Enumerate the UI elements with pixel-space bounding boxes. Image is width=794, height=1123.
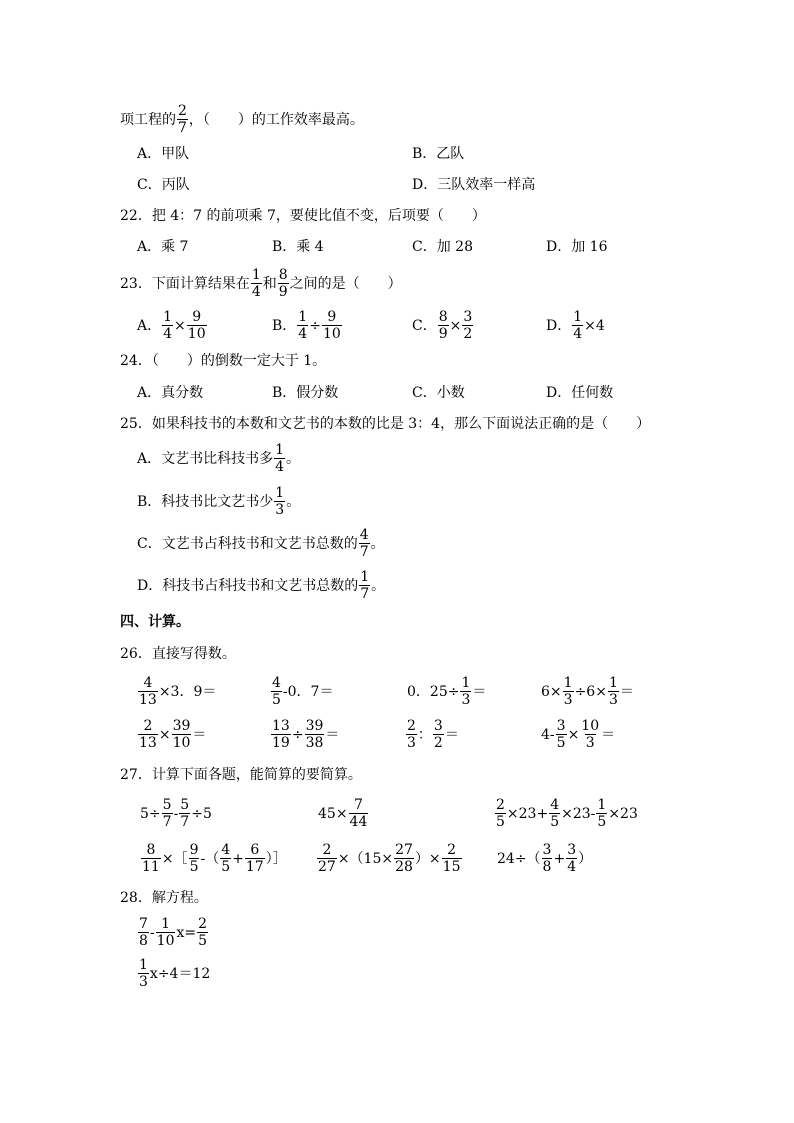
fraction: 4 7 [359, 527, 369, 560]
q26-expression: $\frac{4}{13}$ ×3．9＝ [139, 675, 217, 708]
fraction: $\frac{4}{13}$ [139, 675, 157, 708]
fraction: $\frac{1}{4}$ [163, 309, 173, 342]
q23-option-c[interactable]: C． $\frac{8}{9}$ × $\frac{3}{2}$ [412, 309, 473, 342]
q27-expression: 45× $\frac{7}{44}$ [318, 797, 368, 830]
fraction: $\frac{7}{44}$ [349, 797, 368, 830]
fraction: $\frac{2}{5}$ [496, 797, 505, 830]
fraction: 4 5 [221, 842, 231, 875]
q24-option-b[interactable]: B．假分数 [272, 385, 339, 401]
q23-option-d[interactable]: D． $\frac{1}{4}$ ×4 [546, 309, 605, 342]
q22-option-a[interactable]: A．乘 7 [137, 239, 189, 255]
fraction: $\frac{3}{2}$ [463, 309, 473, 342]
fraction: $\frac{2}{13}$ [139, 718, 157, 751]
q27-expression: $\frac{2}{5}$ ×23+ $\frac{4}{5}$ ×23- $\frac{1}{5}$ ×23 [496, 797, 638, 830]
fraction: $\frac{9}{10}$ [322, 309, 341, 342]
q25-option-b[interactable]: B．科技书比文艺书少 1 3 。 [137, 485, 301, 518]
fraction: 1 3 [275, 485, 285, 518]
q27-expression: 5÷ $\frac{5}{7}$ - $\frac{5}{7}$ ÷5 [140, 797, 212, 830]
fraction: $\frac{1}{3}$ [608, 675, 618, 708]
q21-stem-mid: ，（ ）的工作效率最高。 [188, 111, 364, 128]
fraction: 1 10 [156, 916, 175, 949]
q21-option-d[interactable]: D．三队效率一样高 [412, 177, 536, 193]
fraction: 7 8 [139, 916, 148, 949]
q21-stem-start: 项工程的 [120, 111, 176, 128]
q23-stem-a: 23．下面计算结果在 [120, 275, 250, 292]
q26-expression: 2 3 ： 3 2 ＝ [407, 718, 459, 751]
fraction: $\frac{2}{5}$ [198, 916, 208, 949]
fraction: 1 4 [251, 267, 261, 300]
q27-expression: $\frac{2}{27}$ ×（15× $\frac{27}{28}$ ）× $\frac{2}{15}$ [318, 842, 461, 875]
fraction: $\frac{39}{10}$ [172, 718, 191, 751]
q22-option-c[interactable]: C．加 28 [412, 239, 473, 255]
fraction: $\frac{1}{4}$ [298, 309, 308, 342]
fraction: $\frac{5}{7}$ [162, 797, 172, 830]
fraction: $\frac{3}{4}$ [567, 842, 577, 875]
fraction: 1 7 [360, 569, 370, 602]
q26-expression: $\frac{2}{13}$ × $\frac{39}{10}$ ＝ [139, 718, 207, 751]
fraction: $\frac{9}{10}$ [187, 309, 206, 342]
q24-option-d[interactable]: D．任何数 [546, 385, 614, 401]
fraction: 8 9 [278, 267, 288, 300]
q25-stem: 25．如果科技书的本数和文艺书的本数的比是 3：4，那么下面说法正确的是（ ） [120, 416, 651, 432]
q24-option-c[interactable]: C．小数 [412, 385, 465, 401]
q21-option-c[interactable]: C．丙队 [137, 177, 190, 193]
fraction: $\frac{1}{5}$ [597, 797, 607, 830]
fraction: $\frac{8}{9}$ [438, 309, 448, 342]
fraction: $\frac{13}{19}$ [272, 718, 290, 751]
q26-expression: 4 5 -0．7＝ [272, 675, 334, 708]
fraction: 4 5 [272, 675, 281, 708]
fraction: $\frac{2}{15}$ [442, 842, 461, 875]
q24-stem: 24．（ ）的倒数一定大于 1。 [120, 353, 327, 369]
q23-option-a[interactable]: A． $\frac{1}{4}$ × $\frac{9}{10}$ [137, 309, 206, 342]
q27-title: 27．计算下面各题，能简算的要简算。 [120, 767, 362, 783]
q21-stem [120, 104, 364, 135]
fraction: $\frac{5}{7}$ [180, 797, 190, 830]
q27-expression: $\frac{8}{11}$ ×［ 9 5 -（ 4 5 + $\frac{6}{17}$ ）］ [142, 842, 287, 875]
fraction: 1 3 [139, 957, 148, 990]
fraction: 2 7 [178, 103, 187, 136]
q27-expression: 24÷（ 3 8 + $\frac{3}{4}$ ） [497, 842, 593, 875]
fraction: 9 5 [189, 842, 199, 875]
q21-option-a[interactable]: A．甲队 [137, 146, 190, 162]
fraction: $\frac{10}{3}$ [581, 718, 600, 751]
q23-stem-b: 和 [262, 275, 277, 292]
q22-option-b[interactable]: B．乘 4 [272, 239, 324, 255]
fraction: $\frac{1}{4}$ [573, 309, 583, 342]
q22-option-d[interactable]: D．加 16 [546, 239, 608, 255]
fraction: 3 2 [433, 718, 443, 751]
fraction: $\frac{8}{11}$ [142, 842, 160, 875]
q26-expression: $\frac{13}{19}$ ÷ $\frac{39}{38}$ ＝ [272, 718, 340, 751]
fraction: $\frac{1}{3}$ [461, 675, 471, 708]
q24-option-a[interactable]: A．真分数 [137, 385, 204, 401]
q25-option-d[interactable]: D．科技书占科技书和文艺书总数的 1 7 。 [137, 569, 386, 602]
q21-option-b[interactable]: B．乙队 [412, 146, 465, 162]
fraction: $\frac{27}{28}$ [395, 842, 413, 875]
q23-option-b[interactable]: B． $\frac{1}{4}$ ÷ $\frac{9}{10}$ [272, 309, 341, 342]
q23-stem [120, 268, 402, 299]
fraction: $\frac{1}{3}$ [563, 675, 573, 708]
q26-title: 26．直接写得数。 [120, 646, 236, 662]
q25-option-a[interactable]: A．文艺书比科技书多 1 4 。 [137, 442, 301, 475]
fraction: $\frac{2}{27}$ [318, 842, 336, 875]
q22-stem: 22．把 4：7 的前项乘 7，要使比值不变，后项要（ ） [120, 208, 486, 224]
fraction: $\frac{3}{5}$ [556, 718, 566, 751]
q28-equation: 1 3 x÷4＝12 [139, 957, 211, 990]
q28-equation: 7 8 - 1 10 x= $\frac{2}{5}$ [139, 916, 208, 949]
q26-expression: 0．25÷ $\frac{1}{3}$ ＝ [407, 675, 487, 708]
fraction: 2 3 [407, 718, 416, 751]
fraction: 1 4 [275, 442, 285, 475]
q28-title: 28．解方程。 [120, 890, 208, 906]
fraction: 3 8 [542, 842, 552, 875]
section-heading: 四、计算。 [120, 614, 190, 630]
fraction: $\frac{39}{38}$ [305, 718, 324, 751]
fraction: $\frac{6}{17}$ [245, 842, 264, 875]
q23-stem-c: 之间的是（ ） [289, 275, 402, 292]
q26-expression: 6× $\frac{1}{3}$ ÷6× $\frac{1}{3}$ ＝ [541, 675, 634, 708]
q26-expression: 4- $\frac{3}{5}$ × $\frac{10}{3}$ ＝ [541, 718, 616, 751]
fraction: $\frac{4}{5}$ [550, 797, 560, 830]
q25-option-c[interactable]: C．文艺书占科技书和文艺书总数的 4 7 。 [137, 527, 385, 560]
